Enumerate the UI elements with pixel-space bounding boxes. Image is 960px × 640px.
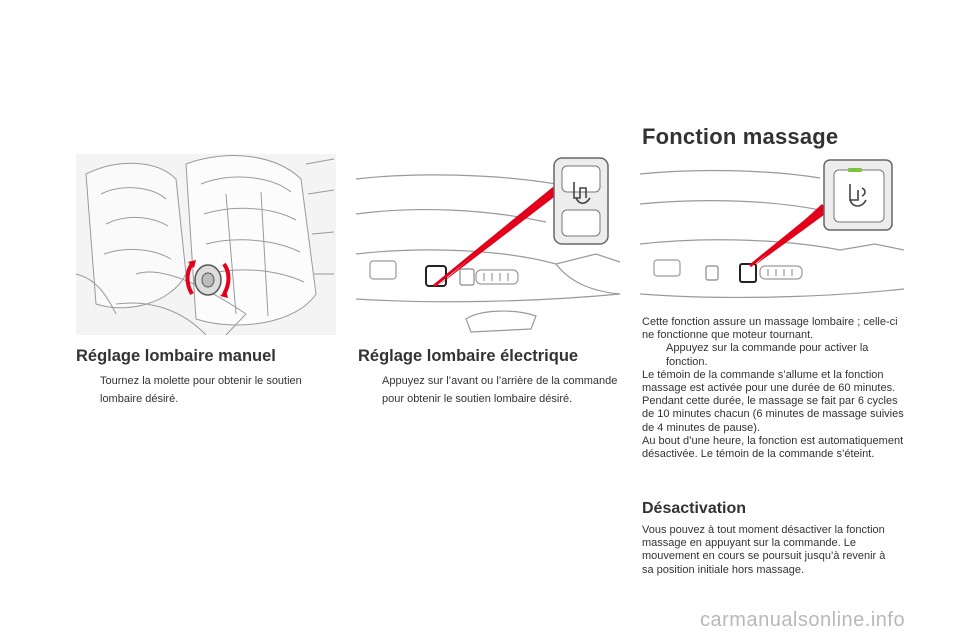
watermark: carmanualsonline.info xyxy=(700,609,906,631)
list-item xyxy=(642,342,904,368)
list-item xyxy=(358,372,620,408)
seat-manual-illustration xyxy=(76,154,336,335)
massage-illustration xyxy=(640,154,904,304)
electric-control-drawing xyxy=(356,154,620,335)
massage-intro: Cette fonction assure un massage lombaire ; celle-ci ne fonctionne que moteur tournant. xyxy=(642,316,898,342)
instruction-text: Appuyez sur la commande pour activer la fonction. xyxy=(666,342,869,368)
list-item xyxy=(76,372,336,408)
section-heading-electrique: Réglage lombaire électrique xyxy=(358,347,579,365)
massage-control-drawing xyxy=(640,154,904,304)
electric-lumbar-illustration xyxy=(356,154,620,335)
section-heading-manuel: Réglage lombaire manuel xyxy=(76,347,276,365)
massage-end: Au bout d’une heure, la fonction est automatiquement désactivée. Le témoin de la commande s’éteint. xyxy=(642,434,904,461)
lumbar-switch-icon xyxy=(554,158,608,244)
massage-description xyxy=(642,316,904,461)
instruction-text: Tournez la molette pour obtenir le soutien lombaire désiré. xyxy=(100,375,302,405)
desactivation-text: Vous pouvez à tout moment désactiver la fonction massage en appuyant sur la commande. Le mouvement en cours se poursuit jusqu’à revenir à sa position initiale hors massage. xyxy=(642,524,886,576)
seat-drawing xyxy=(76,154,336,335)
bullet-marker xyxy=(642,342,666,368)
massage-button-icon xyxy=(824,160,892,230)
massage-details: Le témoin de la commande s’allume et la fonction massage est activée pour une durée de 60 minutes. Pendant cette durée, le massage se fait par 6 cycles de 10 minutes chacun (6 minutes de massage suivies de 4 minutes de pause). xyxy=(642,368,904,434)
section-heading-desactivation: Désactivation xyxy=(642,500,747,517)
bullet-marker xyxy=(76,372,100,408)
bullet-marker xyxy=(358,372,382,408)
instruction-text: Appuyez sur l’avant ou l’arrière de la commande pour obtenir le soutien lombaire désiré. xyxy=(382,375,618,405)
page-title: Fonction massage xyxy=(642,124,839,149)
